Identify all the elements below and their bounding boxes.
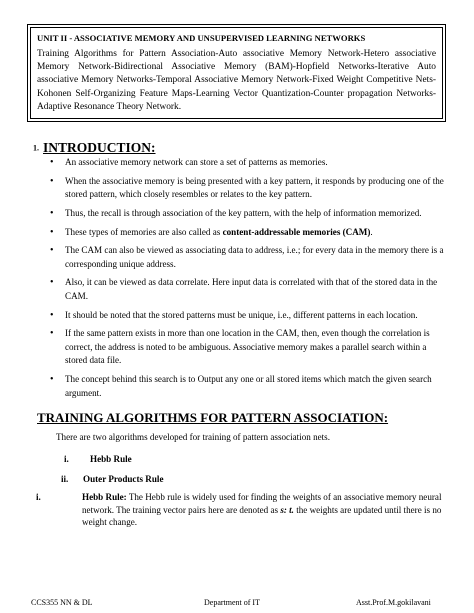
hebb-rule-paragraph: i. Hebb Rule: The Hebb rule is widely used for finding the weights of an associative memory neural network. The training vector pairs here are denoted as s: t. the weights are updated until there is no weight change. [36,492,442,527]
training-intro: There are two algorithms developed for training of pattern association nets. [56,432,330,442]
list-item: • It should be noted that the stored patterns must be unique, i.e., different patterns in each location. [48,309,446,323]
vector-pair-notation: s: t. [280,504,294,515]
list-item: • When the associative memory is being presented with a key pattern, it responds by producing one of the stored pattern, which closely resembles or relates to the key pattern. [48,175,446,202]
unit-summary-box [30,27,443,119]
list-item: • These types of memories are also called as content-addressable memories (CAM). [48,226,446,240]
footer-course: CCS355 NN & DL [31,598,93,607]
list-item: • The concept behind this search is to Output any one or all stored items which match the given search argument. [48,373,446,400]
list-item: • Also, it can be viewed as data correlate. Here input data is correlated with that of the stored data in the CAM. [48,276,446,303]
list-item: • An associative memory network can store a set of patterns as memories. [48,156,446,170]
unit-syllabus: Training Algorithms for Pattern Association-Auto associative Memory Network-Hetero associative Memory Network-Bidirectional Associative Memory (BAM)-Hopfield Networks-Iterative Auto associative Memory Networks-Temporal Associative Memory Network-Fixed Weight Competitive Nets-Kohonen Self-Organizing Feature Maps-Learning Vector Quantization-Counter propagation Networks-Adaptive Resonance Theory Network. [37,49,436,112]
algorithm-item-outer-products [61,474,164,484]
unit-title: UNIT II - ASSOCIATIVE MEMORY AND UNSUPERVISED LEARNING NETWORKS [37,33,366,43]
cam-term: content-addressable memories (CAM) [222,226,371,237]
introduction-title: INTRODUCTION: [43,140,156,155]
algorithm-label: Hebb Rule [90,454,132,464]
algorithm-item-hebb [64,454,132,464]
list-item: • Thus, the recall is through association of the key pattern, with the help of information memorized. [48,207,446,221]
section-number: 1. [33,143,39,153]
introduction-bullet-list [48,156,446,405]
roman-numeral: i. [36,492,41,502]
footer-author: Asst.Prof.M.gokilavani [356,598,431,607]
hebb-rule-label: Hebb Rule: [82,492,127,502]
roman-numeral: i. [64,454,69,464]
list-item: • If the same pattern exists in more than one location in the CAM, then, even though the correlation is correct, the address is noted to be ambiguous. Associative memory makes a parallel search within a stored data file. [48,327,446,368]
roman-numeral: ii. [61,474,69,484]
footer-department: Department of IT [204,598,260,607]
introduction-heading [33,140,156,156]
algorithm-label: Outer Products Rule [83,474,164,484]
list-item: • The CAM can also be viewed as associating data to address, i.e.; for every data in the memory there is a corresponding unique address. [48,244,446,271]
training-algorithms-heading: TRAINING ALGORITHMS FOR PATTERN ASSOCIATION: [37,410,389,425]
